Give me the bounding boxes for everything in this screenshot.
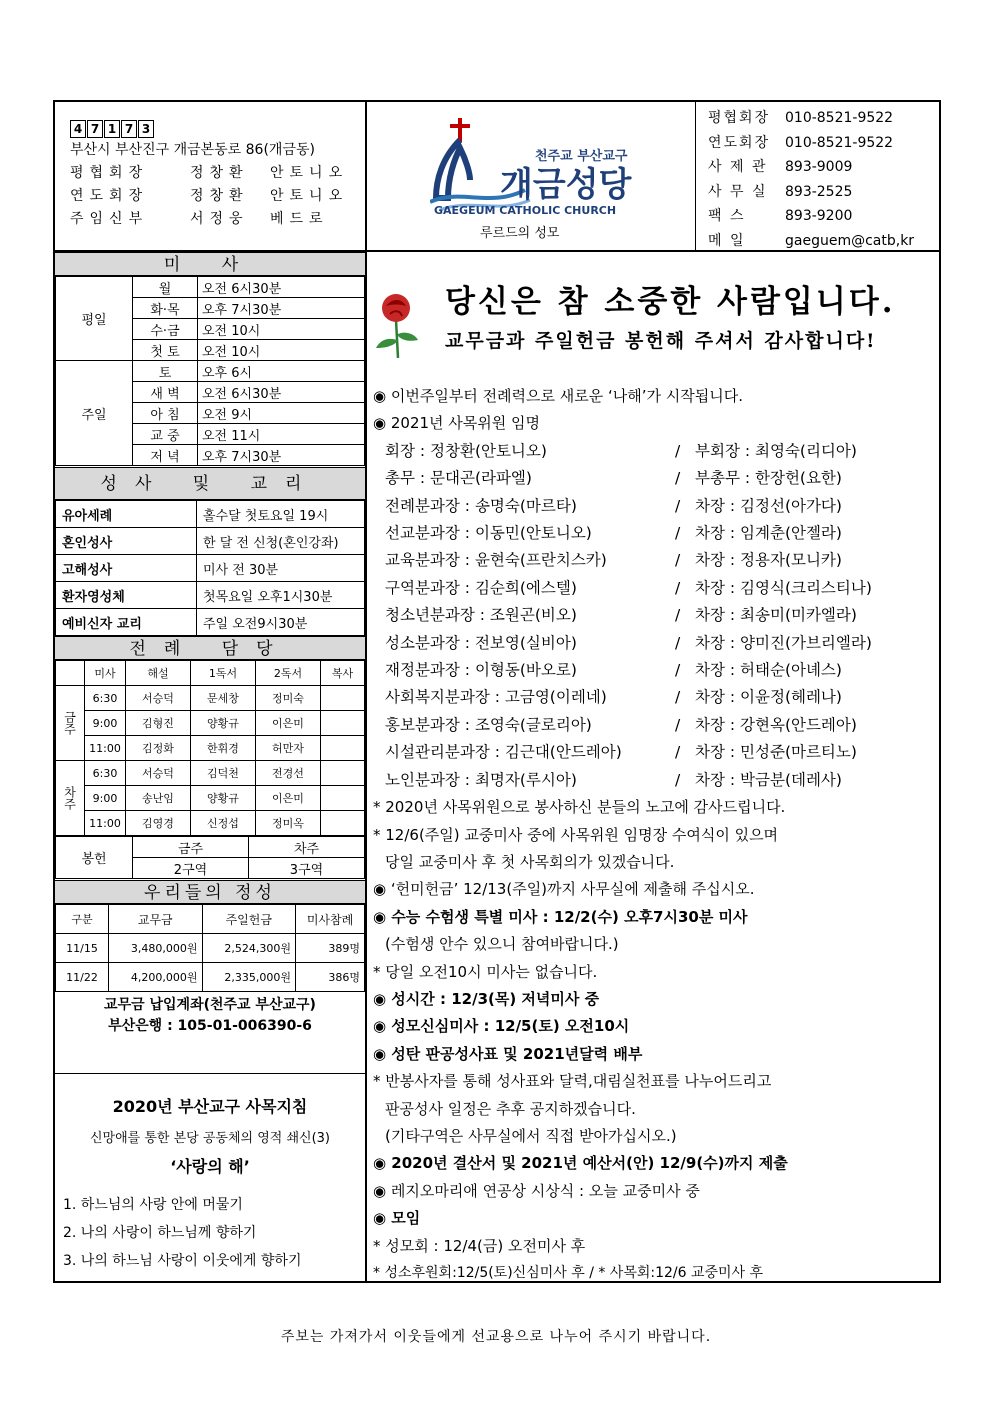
appointment-row: 성소분과장 : 전보영(실비아) / 차장 : 양미진(가브리엘라) (385, 633, 872, 652)
news-item: ◉ 레지오마리애 연공상 시상식 : 오늘 교중미사 중 (373, 1181, 700, 1200)
appointment-row: 전례분과장 : 송명숙(마르타) / 차장 : 김정선(아가다) (385, 496, 842, 515)
table-row: 혼인성사 한 달 전 신청(혼인강좌) (56, 528, 365, 555)
zip-code: 4 7 1 7 3 (70, 120, 348, 138)
guideline-list: 1. 하느님의 사랑 안에 머물기 2. 나의 사랑이 하느님께 향하기 3. 나의 하느님 사랑이 이웃에게 향하기 (63, 1197, 302, 1269)
table-row: 봉헌 금주 차주 (56, 837, 365, 858)
left-column (55, 252, 365, 1037)
news-item: ◉ 성시간 : 12/3(목) 저녁미사 중 (373, 989, 600, 1008)
table-row: 금주 6:30 서승덕 문세창 정미숙 (56, 686, 365, 711)
table-row: 11/22 4,200,000원 2,335,000원 386명 (56, 963, 365, 992)
table-row: 예비신자 교리 주일 오전9시30분 (56, 609, 365, 636)
address: 부산시 부산진구 개금본동로 86(개금동) (70, 142, 315, 158)
appointment-row: 회장 : 정창환(안토니오) / 부회장 : 최영숙(리디아) (385, 441, 857, 460)
table-row: 9:00 송난임 양황규 이은미 (56, 786, 365, 811)
appointment-row: 재정분과장 : 이형동(바오로) / 차장 : 허태순(아녜스) (385, 661, 842, 680)
appointment-row: 사회복지분과장 : 고금영(이레네) / 차장 : 이윤정(헤레나) (385, 688, 842, 707)
news-item: * 12/6(주일) 교중미사 중에 사목위원 임명장 수여식이 있으며 (373, 825, 779, 844)
table-row: 환자영성체 첫목요일 오후1시30분 (56, 582, 365, 609)
news-item: ◉ 성탄 판공성사표 및 2021년달력 배부 (373, 1044, 643, 1063)
appointment-row: 선교분과장 : 이동민(안토니오) / 차장 : 임계춘(안젤라) (385, 524, 842, 543)
news-item: * 성소후원회:12/5(토)신심미사 후 / * 사목회:12/6 교중미사 후 (373, 1265, 764, 1281)
logo-english: GAEGEUM CATHOLIC CHURCH (434, 204, 617, 217)
news-item: 당일 교중미사 후 첫 사목회의가 있겠습니다. (385, 852, 675, 871)
service-table (55, 836, 365, 879)
table-row: 9:00 김형진 양황규 이은미 (56, 711, 365, 736)
table-row: 구분 교무금 주일헌금 미사참례 (56, 905, 365, 934)
officer-row: 연도회장 정창환 안토니오 (70, 188, 349, 204)
appointment-row: 시설관리분과장 : 김근대(안드레아) / 차장 : 민성준(마르티노) (385, 743, 857, 762)
headline-title: 당신은 참 소중한 사람입니다. (445, 284, 896, 320)
news-item: ◉ 이번주일부터 전례력으로 새로운 ‘나해’가 시작됩니다. (373, 387, 744, 405)
contact-block (708, 106, 914, 253)
church-logo (430, 118, 650, 218)
appointment-row: 교육분과장 : 윤현숙(프란치스카) / 차장 : 정용자(모니카) (385, 551, 842, 570)
column-divider (365, 100, 367, 1283)
table-row: 수·금 오전 10시 (56, 319, 365, 340)
table-row: 고해성사 미사 전 30분 (56, 555, 365, 582)
sacraments-table (55, 500, 365, 636)
contact-row: 팩 스 893-9200 (708, 208, 853, 224)
news-item: * 성모회 : 12/4(금) 오전미사 후 (373, 1236, 586, 1255)
news-item: ◉ ‘헌미헌금’ 12/13(주일)까지 사무실에 제출해 주십시오. (373, 880, 755, 899)
news-item: ◉ 2021년 사목위원 임명 (373, 414, 540, 433)
news-item: (수험생 안수 있으니 참여바랍니다.) (385, 935, 619, 954)
footer-note: 주보는 가져가서 이웃들에게 선교용으로 나누어 주시기 바랍니다. (280, 1329, 712, 1345)
contact-row: 사 무 실 893-2525 (708, 183, 853, 200)
guideline-divider (55, 1073, 365, 1074)
table-row: 11:00 김영경 신정섭 정미옥 (56, 811, 365, 836)
officer-row: 주임신부 서정웅 베드로 (70, 211, 329, 227)
news-item: (기타구역은 사무실에서 직접 받아가십시오.) (385, 1126, 677, 1145)
offering-table (55, 904, 365, 992)
table-row: 새 벽 오전 6시30분 (56, 382, 365, 403)
contact-divider (695, 100, 696, 250)
contact-row: 평협회장 010-8521-9522 (708, 110, 894, 126)
table-row: 11:00 김정화 한휘경 허만자 (56, 736, 365, 761)
table-row: 차주 6:30 서승덕 김덕천 전경선 (56, 761, 365, 786)
table-row: 11/15 3,480,000원 2,524,300원 389명 (56, 934, 365, 963)
news-item: * 2020년 사목위원으로 봉사하신 분들의 노고에 감사드립니다. (373, 798, 786, 817)
logo-subtitle: 루르드의 성모 (480, 226, 560, 241)
sacraments-title: 성사 및 교리 (55, 467, 365, 500)
table-row: 화·목 오후 7시30분 (56, 298, 365, 319)
pastoral-guideline: 2020년 부산교구 사목지침 신망애를 통한 본당 공동체의 영적 쇄신(3) ‘사랑의 해’ 1. 하느님의 사랑 안에 머물기 2. 나의 사랑이 하느님께 향하기 3. 나의 하느님 사랑이 이웃에게 향하기 (55, 1094, 365, 1275)
appointment-row: 총무 : 문대곤(라파엘) / 부총무 : 한장헌(요한) (385, 469, 842, 488)
liturgy-table (55, 660, 365, 836)
table-row: 아 침 오전 9시 (56, 403, 365, 424)
appointment-row: 구역분과장 : 김순희(에스텔) / 차장 : 김영식(크리스티나) (385, 578, 872, 597)
appointment-row: 홍보분과장 : 조영숙(글로리아) / 차장 : 강현옥(안드레아) (385, 715, 857, 734)
table-row: 미사 해설 1독서 2독서 복사 (56, 661, 365, 686)
news-item: ◉ 성모신심미사 : 12/5(토) 오전10시 (373, 1017, 630, 1036)
contact-row: 연도회장 010-8521-9522 (708, 134, 894, 151)
logo-diocese: 천주교 부산교구 (535, 149, 628, 164)
mass-table (55, 276, 365, 466)
account-block: 교무금 납입계좌(천주교 부산교구) 부산은행 : 105-01-006390-6 (104, 997, 316, 1034)
news-item: * 당일 오전10시 미사는 없습니다. (373, 962, 598, 981)
news-item: * 반봉사자를 통해 성사표와 달력,대림실천표를 나누어드리고 (373, 1072, 772, 1091)
appointment-row: 청소년분과장 : 조원곤(비오) / 차장 : 최송미(미카엘라) (385, 606, 857, 625)
headline-subtitle: 교무금과 주일헌금 봉헌해 주셔서 감사합니다! (445, 330, 877, 352)
liturgy-title: 전례 담당 (55, 636, 365, 660)
news-item: ◉ 수능 수험생 특별 미사 : 12/2(수) 오후7시30분 미사 (373, 907, 748, 926)
table-row: 저 녁 오후 7시30분 (56, 445, 365, 466)
news-item: 판공성사 일정은 추후 공지하겠습니다. (385, 1099, 636, 1118)
rose-icon (372, 290, 420, 360)
news-section (373, 383, 933, 1287)
table-row: 교 중 오전 11시 (56, 424, 365, 445)
table-row: 첫 토 오전 10시 (56, 340, 365, 361)
table-row: 주일 토 오후 6시 (56, 361, 365, 382)
officer-row: 평협회장 정창환 안토니오 (70, 165, 349, 181)
table-row: 평일 월 오전 6시30분 (56, 277, 365, 298)
address-block (70, 120, 348, 231)
news-item: ◉ 모임 (373, 1209, 421, 1228)
contact-row: 메 일 gaeguem@catb,kr (708, 232, 915, 249)
table-row: 유아세례 홀수달 첫토요일 19시 (56, 501, 365, 528)
news-item: ◉ 2020년 결산서 및 2021년 예산서(안) 12/9(수)까지 제출 (373, 1154, 788, 1173)
logo-name: 개금성당 (500, 165, 632, 205)
offering-title: 우리들의 정성 (55, 880, 365, 904)
appointment-row: 노인분과장 : 최명자(루시아) / 차장 : 박금분(데레사) (385, 770, 842, 789)
table-row: 2구역 3구역 (56, 858, 365, 879)
mass-title: 미 사 (55, 252, 365, 276)
contact-row: 사 제 관 893-9009 (708, 159, 853, 175)
